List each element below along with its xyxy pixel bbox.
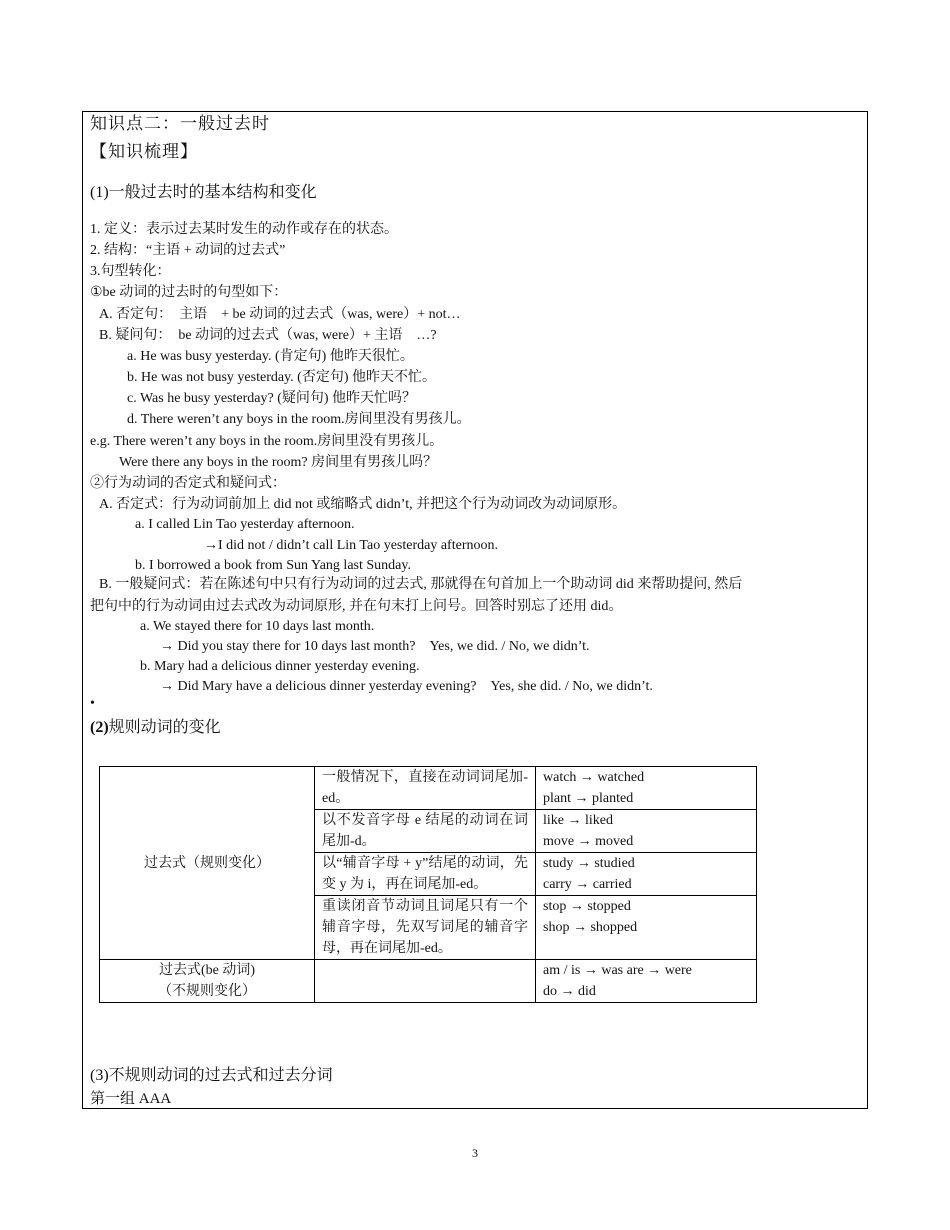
example-line: shop → shopped (543, 920, 638, 935)
example-cell (536, 767, 757, 810)
example-line: study → studied (543, 856, 635, 871)
example-b: b. He was not busy yesterday. (否定句) 他昨天不忙。 (127, 370, 436, 385)
category-regular: 过去式（规则变化） (100, 767, 315, 960)
example-line: move → moved (543, 834, 634, 849)
example-line: stop → stopped (543, 899, 631, 914)
rule-cell: 一般情况下，直接在动词词尾加-ed。 (315, 767, 536, 810)
section-heading: 知识点二：一般过去时 (90, 114, 270, 133)
example-c: c. Was he busy yesterday? (疑问句) 他昨天忙吗？ (127, 391, 417, 406)
example-a: a. He was busy yesterday. (肯定句) 他昨天很忙。 (127, 349, 414, 364)
action-example-b: b. I borrowed a book from Sun Yang last Sunday. (135, 558, 411, 573)
rule-cell: 以“辅音字母 + y”结尾的动词，先变 y 为 i，再在词尾加-ed。 (315, 853, 536, 896)
example-line: plant → planted (543, 791, 634, 806)
action-question-form: B. 一般疑问式：若在陈述句中只有行为动词的过去式, 那就得在句首加上一个助动词 did 来帮助提问, 然后 (99, 577, 743, 592)
table-row (100, 960, 757, 1003)
example-cell (536, 810, 757, 853)
section2-title (90, 718, 221, 738)
example-cell (536, 853, 757, 896)
action-question-form-cont: 把句中的行为动词由过去式改为动词原形, 并在句末打上问号。回答时别忘了还用 did。 (90, 599, 623, 614)
action-example-a: a. I called Lin Tao yesterday afternoon. (135, 517, 355, 532)
section3-title: (3)不规则动词的过去式和过去分词 (90, 1067, 333, 1084)
example-line: am / is → was are → were (543, 963, 692, 978)
subheading: 【知识梳理】 (90, 142, 198, 161)
example-d: d. There weren’t any boys in the room.房间里没有男孩儿。 (127, 412, 471, 427)
category-be-line2: （不规则变化） (158, 984, 256, 999)
structure-line: 2. 结构：“主语 + 动词的过去式” (90, 243, 286, 258)
question-example-b: b. Mary had a delicious dinner yesterday evening. (140, 659, 420, 674)
bullet: • (90, 696, 95, 711)
question-example-a-answer: → Did you stay there for 10 days last month? Yes, we did. / No, we didn’t. (160, 639, 590, 654)
action-verb-heading: ②行为动词的否定式和疑问式： (90, 476, 286, 491)
regular-verb-table (99, 766, 757, 1003)
rule-cell-empty (315, 960, 536, 1003)
section2-text: 规则动词的变化 (108, 719, 221, 736)
example-line: do → did (543, 984, 596, 999)
group-label: 第一组 AAA (90, 1091, 172, 1107)
rule-cell: 重读闭音节动词且词尾只有一个辅音字母，先双写词尾的辅音字母，再在词尾加-ed。 (315, 896, 536, 960)
rule-cell: 以不发音字母 e 结尾的动词在词尾加-d。 (315, 810, 536, 853)
table-row (100, 767, 757, 810)
question-form: B. 疑问句： be 动词的过去式（was, were）+ 主语 …? (99, 328, 437, 343)
action-negative-form: A. 否定式：行为动词前加上 did not 或缩略式 didn’t, 并把这个行为动词改为动词原形。 (99, 497, 627, 512)
negative-form: A. 否定句： 主语 + be 动词的过去式（was, were）+ not… (99, 307, 461, 322)
category-be-verb (100, 960, 315, 1003)
page-number: 3 (472, 1146, 478, 1160)
example-line: watch → watched (543, 770, 645, 785)
example-cell (536, 896, 757, 960)
action-example-a-negated: →I did not / didn’t call Lin Tao yesterday afternoon. (204, 538, 498, 553)
example-cell (536, 960, 757, 1003)
section1-title: (1)一般过去时的基本结构和变化 (90, 184, 317, 201)
example-line: like → liked (543, 813, 613, 828)
eg-question: Were there any boys in the room? 房间里有男孩儿吗？ (119, 455, 438, 470)
eg-line: e.g. There weren’t any boys in the room.房间里没有男孩儿。 (90, 434, 444, 449)
transform-line: 3.句型转化： (90, 264, 171, 279)
question-example-a: a. We stayed there for 10 days last month. (140, 619, 375, 634)
question-example-b-answer: → Did Mary have a delicious dinner yesterday evening? Yes, she did. / No, we didn’t. (160, 679, 653, 694)
category-be-line1: 过去式(be 动词) (158, 963, 256, 978)
section2-number: (2) (90, 719, 109, 736)
example-line: carry → carried (543, 877, 632, 892)
be-verb-heading: ①be 动词的过去时的句型如下： (90, 285, 288, 300)
definition-line: 1. 定义：表示过去某时发生的动作或存在的状态。 (90, 222, 398, 237)
